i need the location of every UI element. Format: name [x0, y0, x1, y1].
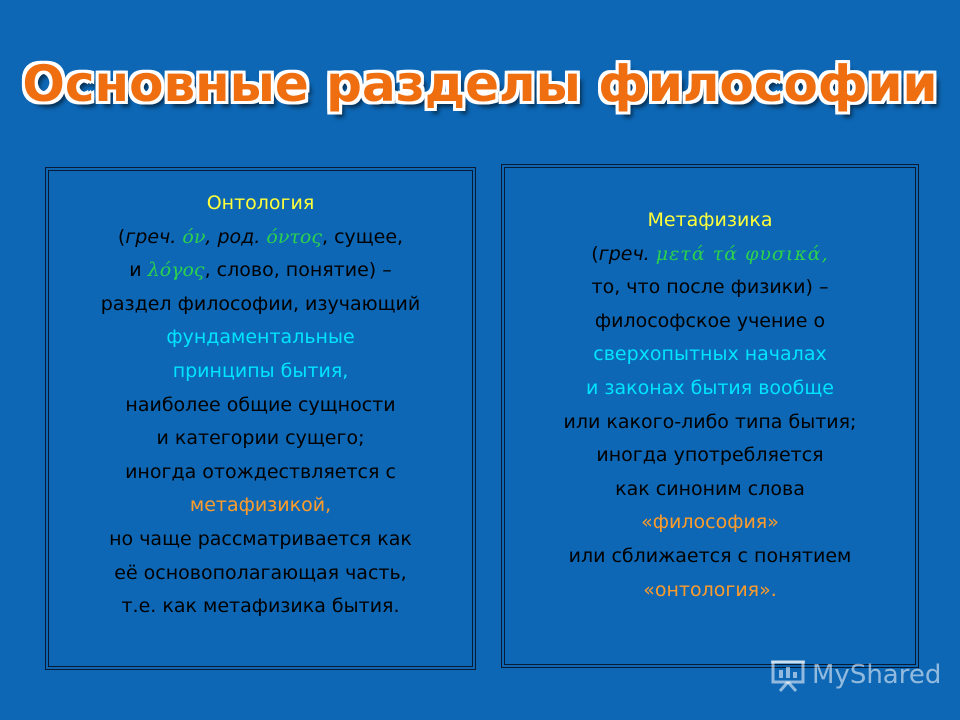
metaphysics-line-4: философское учение о [594, 309, 826, 332]
text-fragment: , [821, 242, 829, 265]
presentation-screen-icon [770, 658, 806, 692]
metaphysics-line-6: и законах бытия вообще [586, 376, 834, 399]
greek-word: όντος [266, 225, 322, 248]
metaphysics-text [502, 204, 918, 607]
ontology-heading [46, 187, 475, 221]
metaphysics-box [501, 164, 919, 668]
text-fragment: греч. [598, 242, 650, 265]
ontology-line-4: раздел философии, изучающий [100, 292, 421, 315]
ontology-line-11: но чаще рассматривается как [109, 527, 412, 550]
text-fragment: и [129, 259, 142, 282]
metaphysics-line-10: «философия» [641, 511, 779, 534]
metaphysics-heading-text: Метафизика [647, 209, 773, 231]
ontology-line-2 [46, 221, 475, 255]
greek-word: μετά τά φυσικά [655, 242, 822, 265]
ontology-line-8: и категории сущего; [156, 427, 365, 450]
ontology-line-7: наиболее общие сущности [125, 393, 396, 416]
greek-word: όν [182, 225, 206, 248]
metaphysics-line-2 [502, 238, 918, 272]
ontology-heading-text: Онтология [206, 192, 315, 214]
ontology-line-6: принципы бытия, [172, 359, 349, 382]
metaphysics-line-11: или сближается с понятием [568, 544, 852, 567]
text-fragment: , слово, понятие) – [204, 259, 392, 282]
watermark [770, 655, 941, 695]
ontology-line-5: фундаментальные [166, 326, 355, 349]
ontology-text [46, 187, 475, 624]
text-fragment: , [205, 225, 212, 248]
ontology-line-10: метафизикой, [189, 494, 332, 517]
metaphysics-line-5: сверхопытных началах [593, 343, 827, 366]
metaphysics-line-12: «онтология». [643, 578, 777, 601]
ontology-line-13: т.е. как метафизика бытия. [121, 595, 400, 618]
metaphysics-line-8: иногда употребляется [596, 444, 824, 467]
text-fragment: род. [217, 225, 261, 248]
text-fragment: ( [591, 242, 599, 265]
greek-word: λόγος [147, 259, 205, 282]
text-fragment: , сущее, [321, 225, 404, 248]
ontology-line-9: иногда отождествляется с [125, 460, 396, 483]
slide-title: Основные разделы философии [22, 55, 938, 113]
metaphysics-heading [502, 204, 918, 238]
metaphysics-line-9: как синоним слова [615, 477, 805, 500]
metaphysics-line-3: то, что после физики) – [591, 276, 829, 299]
text-fragment: греч. [125, 225, 177, 248]
ontology-line-3 [46, 254, 475, 288]
watermark-text: MyShared [812, 660, 942, 690]
ontology-line-12: её основополагающая часть, [114, 561, 407, 584]
text-fragment: ( [117, 225, 126, 248]
ontology-box [45, 167, 476, 670]
metaphysics-line-7: или какого-либо типа бытия; [563, 410, 857, 433]
